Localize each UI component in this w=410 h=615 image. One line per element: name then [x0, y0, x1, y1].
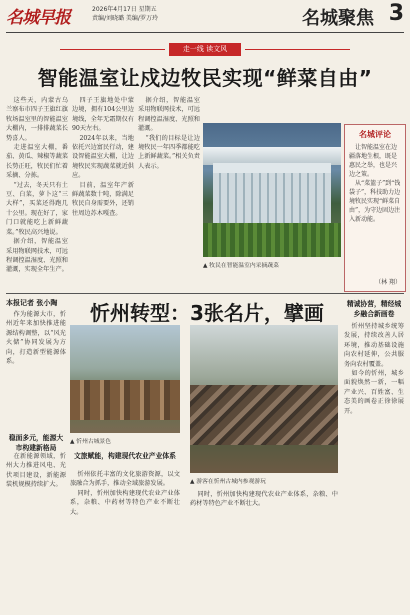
- paragraph: 走进温室大棚，番茄、黄瓜、辣椒等蔬菜长势正旺，牧民们忙着采摘、分拣。: [6, 144, 68, 180]
- top-story-column-3: [138, 96, 200, 290]
- ancient-city-photo: [70, 325, 180, 433]
- lower-headline: 忻州转型：3张名片，擘画: [90, 301, 324, 325]
- lower-column-2: [70, 470, 180, 610]
- section-title: 名城聚焦: [302, 8, 374, 29]
- commentary-box: [344, 124, 406, 292]
- header-divider: [6, 32, 404, 33]
- paragraph: 从“菜篮子”到“钱袋子”，科技助力边境牧民实现“鲜菜自由”，为守边固边注入新动能。: [349, 180, 401, 223]
- commentary-title: 名城评论: [359, 130, 391, 139]
- vegetable-rows: [203, 223, 341, 257]
- reporter-byline: 本报记者 张小陶: [6, 299, 58, 307]
- photo-caption: ▲ 游客在忻州古城内参观游玩: [190, 479, 266, 485]
- paragraph: “我们的目标是让边境牧民一年四季都能吃上新鲜蔬菜。”相关负责人表示。: [138, 134, 200, 170]
- commentary-author: （林 翔）: [375, 279, 401, 286]
- section-divider: [6, 293, 404, 294]
- paragraph: 同时，忻州加快构建现代农业产业体系，杂粮、中药材等特色产业不断壮大。: [190, 491, 338, 508]
- top-story-column-2: [72, 96, 134, 290]
- lower-subhead-1: 稳面多元，能源大市构建新格局: [8, 434, 64, 452]
- lower-subhead-3: 精诚协营，精经城乡融合新画卷: [346, 300, 402, 318]
- kicker-rule-right: [245, 49, 350, 50]
- dateline: [92, 5, 158, 23]
- paragraph: 2024年以来，当地依托兴边富民行动，建设智能温室大棚，让边境牧民实现蔬菜就近供应。: [72, 134, 134, 180]
- paragraph: “过去，冬天只有土豆、白菜，萝卜这“三大样”，买菜还得跑几十公里。现在好了，家门口就能吃上新鲜蔬菜。”牧民高兴地说。: [6, 181, 68, 236]
- paragraph: 如今的忻州，城乡面貌焕然一新，一幅产业兴、百姓富、生态美的画卷正徐徐展开。: [344, 370, 404, 415]
- lower-column-3: [190, 490, 338, 610]
- paragraph: 在新能源领域，忻州大力推进风电、光伏项目建设，新能源装机规模持续扩大。: [6, 453, 66, 489]
- paragraph: 这些天，内蒙古乌兰察布市四子王旗红旗牧场温室里的智能温室大棚内，一排排蔬菜长势喜人。: [6, 97, 68, 142]
- kicker-label: 走一线 读文风: [169, 43, 241, 56]
- page-number: 3: [388, 1, 404, 26]
- lower-subhead-2: 文旅赋能，构建现代农业产业体系: [74, 452, 176, 460]
- greenhouse-photo: [203, 123, 341, 257]
- paragraph: 据介绍，智能温室采用物联网技术，可远程调控温湿度、光照和灌溉，实现全年生产。: [6, 238, 68, 274]
- tourists-photo: [190, 325, 338, 473]
- paragraph: 忻州依托丰富的文化旅游资源，以文旅融合为抓手，推动全域旅游发展。: [70, 471, 180, 488]
- masthead: [0, 0, 410, 32]
- top-story-column-1: [6, 96, 68, 290]
- paragraph: 四子王旗地处中蒙边境，拥有104公里边境线，全年无霜期仅有90天左右。: [72, 97, 134, 133]
- photo-caption: ▲ 忻州古城景色: [70, 439, 112, 445]
- kicker-rule-left: [60, 49, 165, 50]
- paragraph: 目前，温室年产新鲜蔬菜数十吨，除满足牧民自身需要外，还销往周边苏木嘎查。: [72, 181, 134, 217]
- issue-date: 2026年4月17日 星期五: [92, 6, 157, 13]
- paragraph: 同时，忻州加快构建现代农业产业体系，杂粮、中药材等特色产业不断壮大。: [70, 489, 180, 516]
- paragraph: 忻州坚持城乡统筹发展，持续改善人居环境，推动基础设施向农村延伸，公共服务向农村覆盖。: [344, 323, 404, 368]
- editor-credit: 责编/刘晓璐 美编/罗万玲: [92, 15, 158, 22]
- top-headline: 智能温室让戍边牧民实现“鲜菜自由”: [37, 66, 373, 90]
- rooftops: [190, 385, 338, 445]
- commentary-text: [349, 143, 401, 224]
- lower-column-4: [344, 322, 404, 610]
- paragraph: 据介绍，智能温室采用物联网技术，可远程调控温湿度、光照和灌溉。: [138, 97, 200, 133]
- village-buildings: [70, 380, 180, 420]
- paragraph: 作为能源大市，忻州近年来加快推进能源结构调整，以“风光火储”协同发展为方向，打造新型能源体系。: [6, 311, 66, 366]
- photo-caption: ▲ 牧民在智能温室内采摘蔬菜: [203, 263, 279, 269]
- paragraph: 让智能温室在边疆落地生根，既是惠民之举，也是兴边之策。: [349, 144, 398, 178]
- newspaper-logo: 名城早报: [6, 8, 70, 28]
- lower-column-1: [6, 310, 66, 430]
- lower-column-1b: [6, 452, 66, 610]
